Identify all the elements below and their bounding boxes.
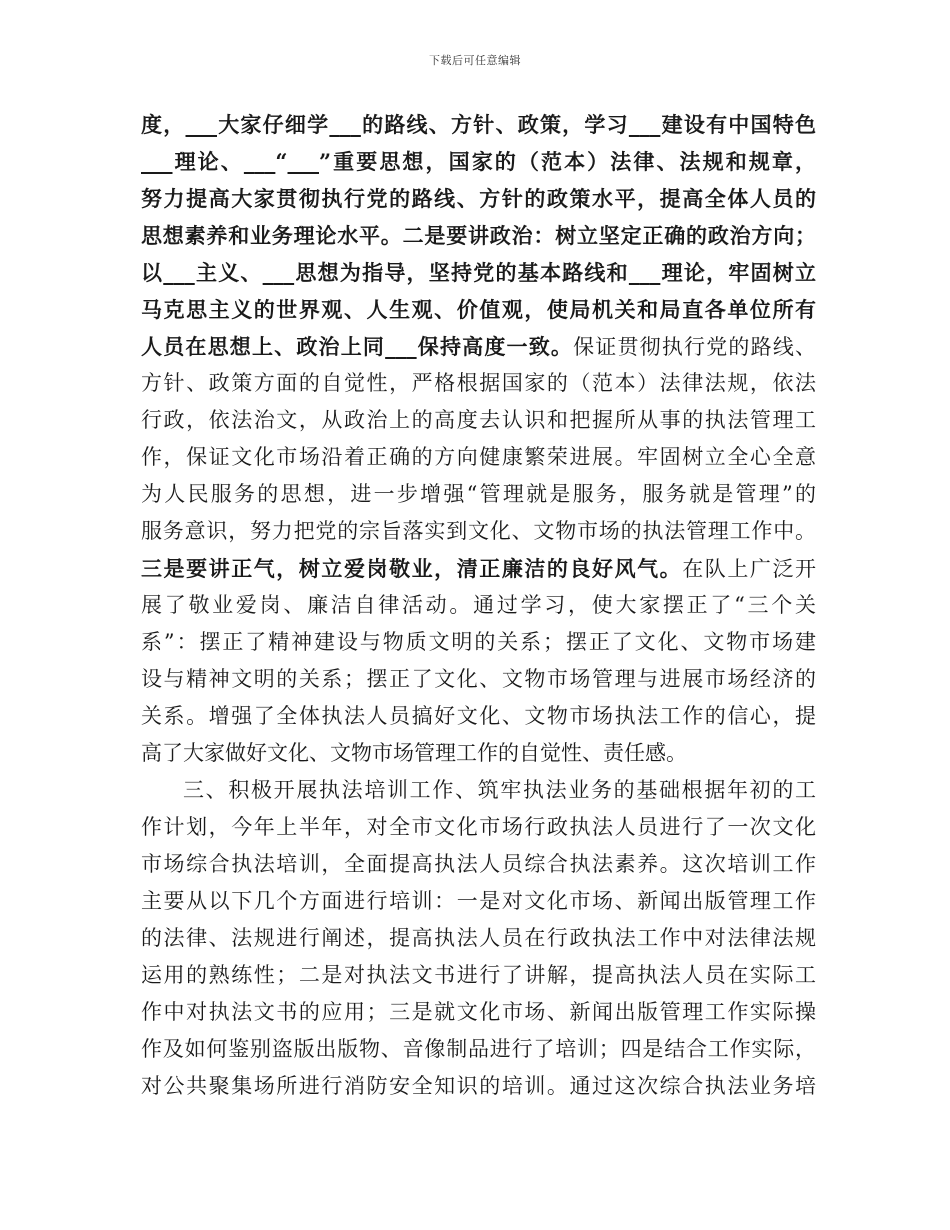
text-segment: 行政，依法治文，从政治上的高度去认识和把握所从事的执法管理工 [141,408,816,432]
text-line [141,809,816,846]
text-line [141,328,816,365]
bold-text-segment: ___理论、___“___”重要思想，国家的（范本）法律、法规和规章， [141,149,816,174]
text-line [141,1068,816,1105]
text-segment: 的法律、法规进行阐述，提高执法人员在行政执法工作中对法律法规 [141,926,816,950]
bold-text-segment: 度，___大家仔细学___的路线、方针、政策，学习___建设有中国特色 [141,112,816,137]
text-line [141,291,816,328]
document-body [141,106,816,1105]
text-line [141,698,816,735]
text-line [141,550,816,587]
text-segment: 高了大家做好文化、文物市场管理工作的自觉性、责任感。 [141,741,687,765]
text-segment: 展了敬业爱岗、廉洁自律活动。通过学习，使大家摆正了“三个关 [141,593,816,617]
text-segment: 市场综合执法培训，全面提高执法人员综合执法素养。这次培训工作 [141,852,816,876]
bold-text-segment: 三是要讲正气，树立爱岗敬业，清正廉洁的良好风气。 [141,556,683,581]
text-segment: 系”：摆正了精神建设与物质文明的关系；摆正了文化、文物市场建 [141,630,816,654]
bold-text-segment: 以___主义、___思想为指导，坚持党的基本路线和___理论，牢固树立 [141,260,816,285]
text-line [141,957,816,994]
text-segment: 作及如何鉴别盗版出版物、音像制品进行了培训；四是结合工作实际， [141,1037,816,1061]
text-segment: 为人民服务的思想，进一步增强“管理就是服务，服务就是管理”的 [141,482,816,506]
text-line [141,661,816,698]
text-line [141,217,816,254]
page-header: 下载后可任意编辑 [429,54,521,67]
text-line [141,513,816,550]
text-segment: 三、积极开展执法培训工作、筑牢执法业务的基础根据年初的工 [183,778,816,802]
bold-text-segment: 人员在思想上、政治上同___保持高度一致。 [141,334,574,359]
text-line [141,883,816,920]
text-segment: 方针、政策方面的自觉性，严格根据国家的（范本）法律法规，依法 [141,371,816,395]
text-line [141,476,816,513]
bold-text-segment: 努力提高大家贯彻执行党的路线、方针的政策水平，提高全体人员的 [141,186,816,211]
text-line [141,402,816,439]
text-line [141,106,816,143]
text-line [141,439,816,476]
text-line [141,846,816,883]
text-segment: 作中对执法文书的应用；三是就文化市场、新闻出版管理工作实际操 [141,1000,816,1024]
text-segment: 关系。增强了全体执法人员搞好文化、文物市场执法工作的信心，提 [141,704,816,728]
text-line [141,587,816,624]
text-line [141,180,816,217]
text-line [141,365,816,402]
text-line [141,920,816,957]
text-line [141,735,816,772]
bold-text-segment: 马克思主义的世界观、人生观、价值观，使局机关和局直各单位所有 [141,297,816,322]
text-line [141,772,816,809]
text-line [141,1031,816,1068]
text-line [141,994,816,1031]
text-line [141,143,816,180]
text-line [141,254,816,291]
text-segment: 作，保证文化市场沿着正确的方向健康繁荣进展。牢固树立全心全意 [141,445,816,469]
text-segment: 主要从以下几个方面进行培训：一是对文化市场、新闻出版管理工作 [141,889,816,913]
text-segment: 作计划，今年上半年，对全市文化市场行政执法人员进行了一次文化 [141,815,816,839]
text-segment: 设与精神文明的关系；摆正了文化、文物市场管理与进展市场经济的 [141,667,816,691]
text-segment: 在队上广泛开 [682,557,817,581]
text-segment: 保证贯彻执行党的路线、 [573,335,817,359]
text-segment: 服务意识，努力把党的宗旨落实到文化、文物市场的执法管理工作中。 [141,519,816,543]
text-line [141,624,816,661]
text-segment: 运用的熟练性；二是对执法文书进行了讲解，提高执法人员在实际工 [141,963,816,987]
bold-text-segment: 思想素养和业务理论水平。二是要讲政治：树立坚定正确的政治方向； [141,223,816,248]
text-segment: 对公共聚集场所进行消防安全知识的培训。通过这次综合执法业务培 [141,1074,816,1098]
